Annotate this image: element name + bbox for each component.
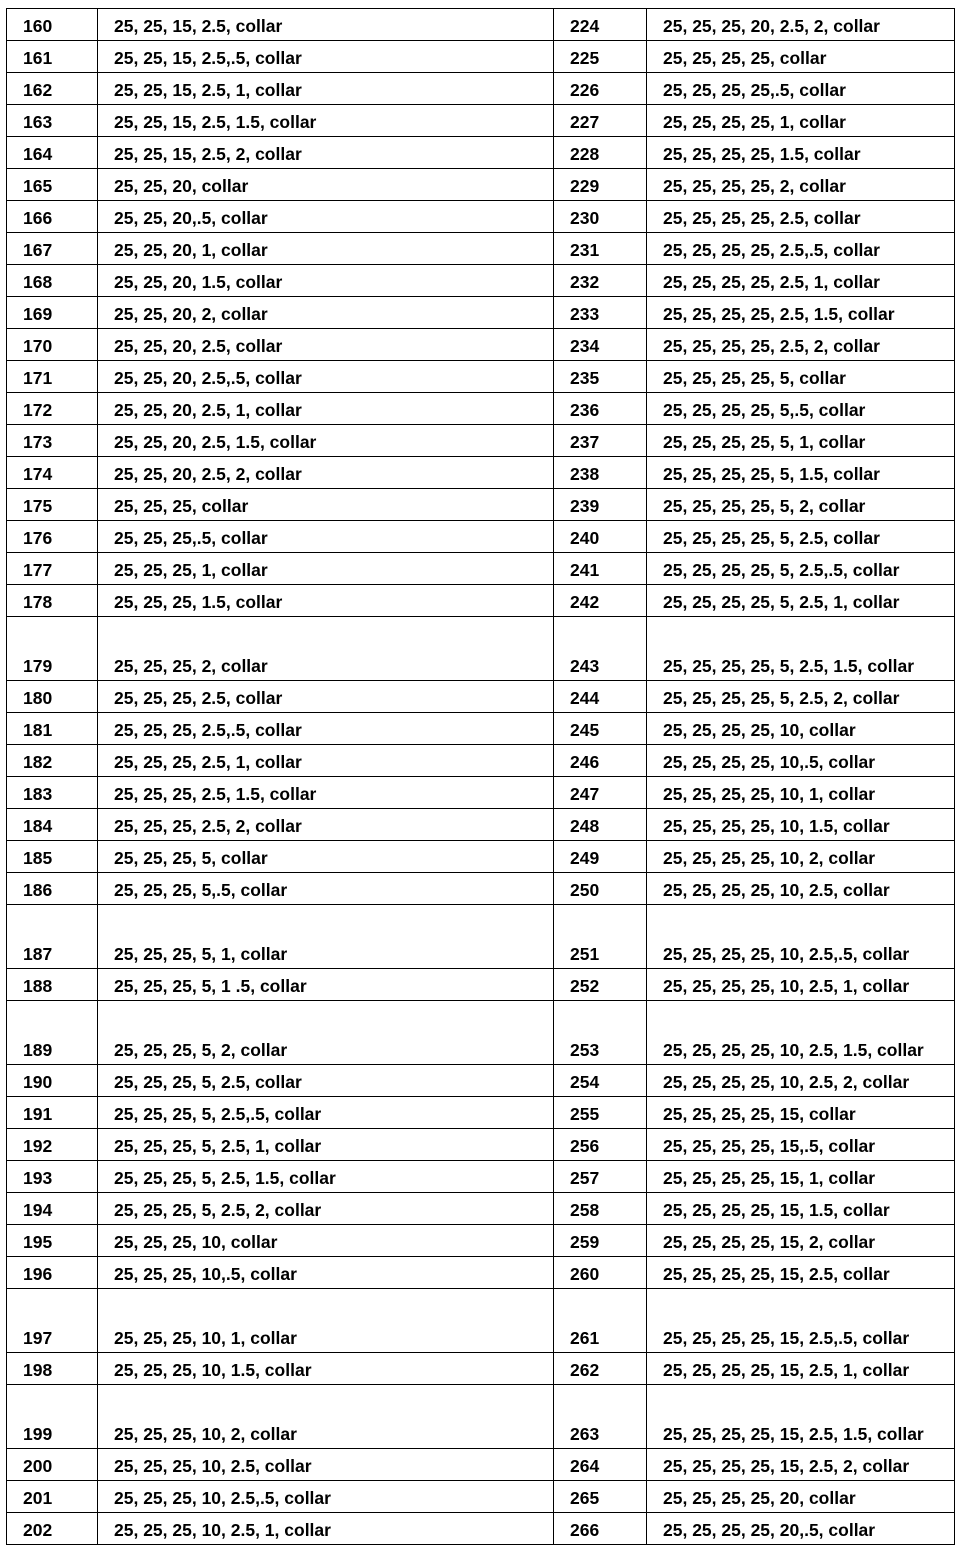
row-number-right: 264: [554, 1449, 647, 1481]
row-number-right: 251: [554, 905, 647, 969]
row-value-right: 25, 25, 25, 25, 10, 2.5, 2, collar: [647, 1065, 955, 1097]
row-number-left: 199: [7, 1385, 98, 1449]
table-row: [7, 169, 955, 201]
table-row: [7, 905, 955, 969]
row-value-right: 25, 25, 25, 25, 5, 2.5,.5, collar: [647, 553, 955, 585]
row-value-left: 25, 25, 20, 2.5, 1.5, collar: [98, 425, 554, 457]
row-number-right: 262: [554, 1353, 647, 1385]
row-number-left: 194: [7, 1193, 98, 1225]
table-row: [7, 9, 955, 41]
row-number-right: 228: [554, 137, 647, 169]
row-number-left: 184: [7, 809, 98, 841]
row-number-right: 248: [554, 809, 647, 841]
row-value-left: 25, 25, 25, 5, collar: [98, 841, 554, 873]
row-value-right: 25, 25, 25, 25, 5, 2.5, collar: [647, 521, 955, 553]
row-value-left: 25, 25, 25, 10, 1, collar: [98, 1289, 554, 1353]
row-value-left: 25, 25, 20, 2.5, collar: [98, 329, 554, 361]
row-value-left: 25, 25, 20, 2.5,.5, collar: [98, 361, 554, 393]
row-value-left: 25, 25, 20, 1.5, collar: [98, 265, 554, 297]
row-value-left: 25, 25, 20, 2, collar: [98, 297, 554, 329]
row-value-right: 25, 25, 25, 20, 2.5, 2, collar: [647, 9, 955, 41]
table-row: [7, 521, 955, 553]
row-value-right: 25, 25, 25, 25, 10, 2.5, 1, collar: [647, 969, 955, 1001]
row-number-left: 202: [7, 1513, 98, 1545]
row-value-left: 25, 25, 25, 10, 2.5, 1, collar: [98, 1513, 554, 1545]
row-number-right: 260: [554, 1257, 647, 1289]
row-value-right: 25, 25, 25, 25, 15, 1.5, collar: [647, 1193, 955, 1225]
row-value-left: 25, 25, 25, 10, 2.5,.5, collar: [98, 1481, 554, 1513]
row-number-right: 256: [554, 1129, 647, 1161]
row-number-left: 201: [7, 1481, 98, 1513]
row-number-right: 225: [554, 41, 647, 73]
row-number-right: 263: [554, 1385, 647, 1449]
row-value-right: 25, 25, 25, 25, 2.5,.5, collar: [647, 233, 955, 265]
row-number-left: 161: [7, 41, 98, 73]
row-value-left: 25, 25, 25, 1.5, collar: [98, 585, 554, 617]
row-value-right: 25, 25, 25, 25, 20, collar: [647, 1481, 955, 1513]
row-number-left: 195: [7, 1225, 98, 1257]
row-value-right: 25, 25, 25, 25,.5, collar: [647, 73, 955, 105]
row-value-right: 25, 25, 25, 25, 5, collar: [647, 361, 955, 393]
row-value-left: 25, 25, 25, collar: [98, 489, 554, 521]
row-number-left: 192: [7, 1129, 98, 1161]
table-row: [7, 553, 955, 585]
row-number-left: 176: [7, 521, 98, 553]
row-value-left: 25, 25, 25,.5, collar: [98, 521, 554, 553]
row-value-left: 25, 25, 20, 2.5, 2, collar: [98, 457, 554, 489]
row-value-right: 25, 25, 25, 25, 5, 2.5, 2, collar: [647, 681, 955, 713]
row-value-right: 25, 25, 25, 25, 15, 2.5, collar: [647, 1257, 955, 1289]
row-number-left: 186: [7, 873, 98, 905]
row-number-left: 181: [7, 713, 98, 745]
row-value-right: 25, 25, 25, 25, 2.5, 1, collar: [647, 265, 955, 297]
row-number-left: 200: [7, 1449, 98, 1481]
row-number-right: 232: [554, 265, 647, 297]
row-number-right: 253: [554, 1001, 647, 1065]
row-number-left: 177: [7, 553, 98, 585]
row-value-right: 25, 25, 25, 25, 10, 2.5, 1.5, collar: [647, 1001, 955, 1065]
table-row: [7, 1257, 955, 1289]
row-value-right: 25, 25, 25, 25, 5,.5, collar: [647, 393, 955, 425]
row-number-left: 160: [7, 9, 98, 41]
row-value-left: 25, 25, 25, 5, 2.5, 2, collar: [98, 1193, 554, 1225]
row-number-left: 174: [7, 457, 98, 489]
row-number-right: 244: [554, 681, 647, 713]
row-value-right: 25, 25, 25, 25, 5, 1.5, collar: [647, 457, 955, 489]
row-number-left: 197: [7, 1289, 98, 1353]
table-row: [7, 105, 955, 137]
row-number-right: 266: [554, 1513, 647, 1545]
table-row: [7, 1001, 955, 1065]
table-row: [7, 1225, 955, 1257]
row-number-right: 242: [554, 585, 647, 617]
table-row: [7, 329, 955, 361]
row-value-left: 25, 25, 25, 10,.5, collar: [98, 1257, 554, 1289]
row-number-right: 231: [554, 233, 647, 265]
row-value-right: 25, 25, 25, 25, 10, 1, collar: [647, 777, 955, 809]
table-row: [7, 777, 955, 809]
row-number-right: 224: [554, 9, 647, 41]
row-number-right: 243: [554, 617, 647, 681]
row-value-left: 25, 25, 15, 2.5,.5, collar: [98, 41, 554, 73]
row-number-left: 180: [7, 681, 98, 713]
row-value-left: 25, 25, 25, 5, 2.5,.5, collar: [98, 1097, 554, 1129]
row-number-right: 255: [554, 1097, 647, 1129]
row-value-left: 25, 25, 20, 2.5, 1, collar: [98, 393, 554, 425]
row-number-right: 238: [554, 457, 647, 489]
row-number-left: 179: [7, 617, 98, 681]
table-row: [7, 1193, 955, 1225]
row-value-right: 25, 25, 25, 25, 15, 2.5, 1, collar: [647, 1353, 955, 1385]
row-number-left: 169: [7, 297, 98, 329]
table-row: [7, 1065, 955, 1097]
row-value-left: 25, 25, 15, 2.5, 1, collar: [98, 73, 554, 105]
row-value-left: 25, 25, 25, 10, 1.5, collar: [98, 1353, 554, 1385]
row-value-right: 25, 25, 25, 25, 15, 2, collar: [647, 1225, 955, 1257]
row-value-right: 25, 25, 25, 25, 10,.5, collar: [647, 745, 955, 777]
row-value-left: 25, 25, 25, 2.5, 1.5, collar: [98, 777, 554, 809]
row-value-right: 25, 25, 25, 25, 10, 1.5, collar: [647, 809, 955, 841]
row-value-right: 25, 25, 25, 25, 10, 2.5, collar: [647, 873, 955, 905]
table-row: [7, 489, 955, 521]
table-row: [7, 841, 955, 873]
row-value-right: 25, 25, 25, 25, 10, 2.5,.5, collar: [647, 905, 955, 969]
row-value-left: 25, 25, 25, 10, collar: [98, 1225, 554, 1257]
row-number-left: 190: [7, 1065, 98, 1097]
row-number-left: 173: [7, 425, 98, 457]
row-number-left: 193: [7, 1161, 98, 1193]
table-row: [7, 809, 955, 841]
row-number-left: 172: [7, 393, 98, 425]
row-number-left: 187: [7, 905, 98, 969]
row-value-left: 25, 25, 25, 5, 2, collar: [98, 1001, 554, 1065]
row-number-left: 162: [7, 73, 98, 105]
row-value-right: 25, 25, 25, 25, 5, 2, collar: [647, 489, 955, 521]
row-value-left: 25, 25, 20, 1, collar: [98, 233, 554, 265]
row-value-right: 25, 25, 25, 25, 15, 1, collar: [647, 1161, 955, 1193]
row-number-right: 250: [554, 873, 647, 905]
row-value-left: 25, 25, 25, 2.5, collar: [98, 681, 554, 713]
row-number-right: 247: [554, 777, 647, 809]
row-value-right: 25, 25, 25, 25, 5, 1, collar: [647, 425, 955, 457]
row-number-right: 236: [554, 393, 647, 425]
row-value-right: 25, 25, 25, 25, 15,.5, collar: [647, 1129, 955, 1161]
row-number-left: 178: [7, 585, 98, 617]
table-row: [7, 73, 955, 105]
row-number-right: 259: [554, 1225, 647, 1257]
row-value-left: 25, 25, 25, 5, 2.5, 1.5, collar: [98, 1161, 554, 1193]
table-row: [7, 713, 955, 745]
table-row: [7, 969, 955, 1001]
row-number-right: 239: [554, 489, 647, 521]
document-page: [6, 8, 954, 1545]
row-value-right: 25, 25, 25, 25, 2, collar: [647, 169, 955, 201]
table-row: [7, 1161, 955, 1193]
row-number-left: 196: [7, 1257, 98, 1289]
row-number-right: 249: [554, 841, 647, 873]
table-row: [7, 393, 955, 425]
table-row: [7, 457, 955, 489]
row-value-right: 25, 25, 25, 25, 10, collar: [647, 713, 955, 745]
table-row: [7, 873, 955, 905]
row-number-right: 258: [554, 1193, 647, 1225]
row-number-right: 240: [554, 521, 647, 553]
row-value-left: 25, 25, 25, 10, 2.5, collar: [98, 1449, 554, 1481]
table-row: [7, 1289, 955, 1353]
row-number-left: 167: [7, 233, 98, 265]
row-value-right: 25, 25, 25, 25, 5, 2.5, 1.5, collar: [647, 617, 955, 681]
row-number-right: 245: [554, 713, 647, 745]
table-row: [7, 681, 955, 713]
row-number-left: 182: [7, 745, 98, 777]
row-value-right: 25, 25, 25, 25, 1, collar: [647, 105, 955, 137]
table-row: [7, 265, 955, 297]
row-number-left: 168: [7, 265, 98, 297]
row-value-left: 25, 25, 25, 2.5, 2, collar: [98, 809, 554, 841]
row-value-right: 25, 25, 25, 25, 15, collar: [647, 1097, 955, 1129]
row-number-right: 241: [554, 553, 647, 585]
table-body: [7, 9, 955, 1545]
row-number-left: 183: [7, 777, 98, 809]
table-row: [7, 745, 955, 777]
row-value-right: 25, 25, 25, 25, 20,.5, collar: [647, 1513, 955, 1545]
table-row: [7, 201, 955, 233]
row-number-left: 165: [7, 169, 98, 201]
row-number-left: 164: [7, 137, 98, 169]
row-number-left: 191: [7, 1097, 98, 1129]
row-value-right: 25, 25, 25, 25, 2.5, 2, collar: [647, 329, 955, 361]
row-number-left: 166: [7, 201, 98, 233]
row-number-left: 189: [7, 1001, 98, 1065]
table-row: [7, 297, 955, 329]
table-row: [7, 425, 955, 457]
row-value-right: 25, 25, 25, 25, 15, 2.5, 2, collar: [647, 1449, 955, 1481]
row-value-left: 25, 25, 25, 5, 2.5, 1, collar: [98, 1129, 554, 1161]
table-row: [7, 1097, 955, 1129]
row-value-left: 25, 25, 20,.5, collar: [98, 201, 554, 233]
row-number-right: 227: [554, 105, 647, 137]
row-number-right: 265: [554, 1481, 647, 1513]
row-value-left: 25, 25, 15, 2.5, collar: [98, 9, 554, 41]
row-number-left: 171: [7, 361, 98, 393]
row-number-right: 234: [554, 329, 647, 361]
row-number-right: 237: [554, 425, 647, 457]
table-row: [7, 1129, 955, 1161]
row-value-left: 25, 25, 25, 2.5, 1, collar: [98, 745, 554, 777]
row-number-right: 254: [554, 1065, 647, 1097]
table-row: [7, 1385, 955, 1449]
row-number-right: 246: [554, 745, 647, 777]
row-value-left: 25, 25, 15, 2.5, 2, collar: [98, 137, 554, 169]
row-value-left: 25, 25, 25, 5, 1, collar: [98, 905, 554, 969]
row-number-right: 252: [554, 969, 647, 1001]
row-value-right: 25, 25, 25, 25, 5, 2.5, 1, collar: [647, 585, 955, 617]
row-value-right: 25, 25, 25, 25, 2.5, 1.5, collar: [647, 297, 955, 329]
row-number-left: 163: [7, 105, 98, 137]
row-value-left: 25, 25, 25, 2.5,.5, collar: [98, 713, 554, 745]
row-number-left: 175: [7, 489, 98, 521]
row-value-left: 25, 25, 25, 2, collar: [98, 617, 554, 681]
row-number-right: 257: [554, 1161, 647, 1193]
table-row: [7, 1353, 955, 1385]
row-number-right: 261: [554, 1289, 647, 1353]
table-row: [7, 1481, 955, 1513]
row-number-right: 235: [554, 361, 647, 393]
row-number-right: 226: [554, 73, 647, 105]
row-number-right: 229: [554, 169, 647, 201]
row-number-right: 233: [554, 297, 647, 329]
row-value-left: 25, 25, 15, 2.5, 1.5, collar: [98, 105, 554, 137]
row-number-left: 185: [7, 841, 98, 873]
row-value-left: 25, 25, 25, 5,.5, collar: [98, 873, 554, 905]
row-value-right: 25, 25, 25, 25, 15, 2.5, 1.5, collar: [647, 1385, 955, 1449]
row-value-left: 25, 25, 25, 5, 1 .5, collar: [98, 969, 554, 1001]
table-row: [7, 137, 955, 169]
table-row: [7, 361, 955, 393]
row-value-left: 25, 25, 25, 5, 2.5, collar: [98, 1065, 554, 1097]
table-row: [7, 41, 955, 73]
table-row: [7, 1449, 955, 1481]
row-value-left: 25, 25, 25, 10, 2, collar: [98, 1385, 554, 1449]
row-value-right: 25, 25, 25, 25, 1.5, collar: [647, 137, 955, 169]
table-row: [7, 233, 955, 265]
configuration-table: [6, 8, 955, 1545]
row-value-right: 25, 25, 25, 25, 15, 2.5,.5, collar: [647, 1289, 955, 1353]
table-row: [7, 1513, 955, 1545]
row-number-right: 230: [554, 201, 647, 233]
row-value-left: 25, 25, 25, 1, collar: [98, 553, 554, 585]
row-value-left: 25, 25, 20, collar: [98, 169, 554, 201]
row-value-right: 25, 25, 25, 25, 2.5, collar: [647, 201, 955, 233]
row-number-left: 188: [7, 969, 98, 1001]
table-row: [7, 585, 955, 617]
row-value-right: 25, 25, 25, 25, collar: [647, 41, 955, 73]
row-number-left: 170: [7, 329, 98, 361]
table-row: [7, 617, 955, 681]
row-number-left: 198: [7, 1353, 98, 1385]
row-value-right: 25, 25, 25, 25, 10, 2, collar: [647, 841, 955, 873]
